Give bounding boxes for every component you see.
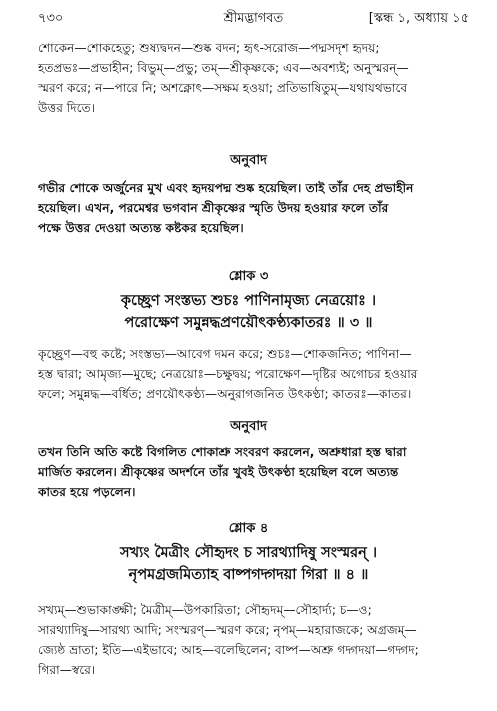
synonyms-block-1: [38, 38, 471, 118]
translation-line: গভীর শোকে অর্জুনের মুখ এবং হৃদয়পদ্ম শুষ্ক হয়েছিল। তাই তাঁর দেহ প্রভাহীন: [38, 181, 414, 195]
verse-heading: শ্লোক ৩: [228, 269, 269, 284]
translation-block-3: [38, 442, 471, 502]
synonyms-line: উত্তর দিতে।: [38, 101, 96, 115]
verse-line: সখ্যং মৈত্রীং সৌহৃদং চ সারথ্যাদিষু সংস্মরন্ ।: [119, 545, 378, 561]
synonyms-line: সারথ্যাদিষু—সারথ্য আদি; সংস্মরণ্—স্মরণ করে; নৃপম্—মহারাজকে; অগ্রজম্—: [38, 623, 417, 637]
synonyms-line: ফলে; সমুন্নদ্ধ—বর্ধিত; প্রণয়ৌৎকণ্ঠ্য—অনুরাগজনিত উৎকণ্ঠা; কাতরঃ—কাতর।: [38, 387, 412, 401]
translation-line: হয়েছিল। এখন, পরমেশ্বর ভগবান শ্রীকৃষ্ণের স্মৃতি উদয় হওয়ার ফলে তাঁর: [38, 201, 389, 215]
synonyms-block-4: [38, 600, 471, 680]
translation-heading: অনুবাদ: [230, 419, 267, 434]
translation-line: তখন তিনি অতি কষ্টে বিগলিত শোকাশ্রু সংবরণ করলেন, অশ্রুধারা হস্ত দ্বারা: [38, 445, 407, 459]
synonyms-block-3: [38, 344, 471, 404]
translation-block-1: [38, 178, 471, 238]
translation-line: কাতর হয়ে পড়লেন।: [38, 485, 136, 499]
page-number: ৭৩০: [38, 11, 64, 26]
synonyms-line: হতপ্রভঃ—প্রভাহীন; বিভুম্—প্রভু; তম্—শ্রীকৃষ্ণকে; এব—অবশ্যই; অনুস্মরন্—: [38, 61, 409, 75]
verse-heading: শ্লোক ৪: [228, 521, 269, 536]
page-header: [38, 8, 469, 30]
verse-line: পরোক্ষেণ সমুন্নদ্ধপ্রণয়ৌৎকণ্ঠ্যকাতরঃ ॥ ৩ ॥: [124, 315, 373, 331]
translation-line: মার্জিত করলেন। শ্রীকৃষ্ণের অদর্শনে তাঁর খুবই উৎকণ্ঠা হয়েছিল বলে অত্যন্ত: [38, 465, 399, 479]
synonyms-line: কৃচ্ছ্রেণ—বহু কষ্টে; সংস্তভ্য—আবেগ দমন করে; শুচঃ—শোকজনিত; পাণিনা—: [38, 347, 412, 361]
synonyms-line: সখ্যম্—শুভাকাঙ্ক্ষী; মৈত্রীম্—উপকারিতা; সৌহৃদম্—সৌহার্দ্য; চ—ও;: [38, 603, 372, 617]
translation-line: পক্ষে উত্তর দেওয়া অত্যন্ত কষ্টকর হয়েছিল।: [38, 221, 244, 235]
synonyms-line: হস্ত দ্বারা; আমৃজ্য—মুছে; নেত্রয়োঃ—চক্ষুদ্বয়; পরোক্ষেণ—দৃষ্টির অগোচর হওয়ার: [38, 367, 418, 381]
verse-line: নৃপমগ্রজমিত্যাহ বাষ্পগদ্গদয়া গিরা ॥ ৪ ॥: [128, 567, 369, 583]
book-title: শ্রীমদ্ভাগবত: [223, 11, 284, 26]
verse-line: কৃচ্ছ্রেণ সংস্তভ্য শুচঃ পাণিনামৃজ্য নেত্রয়োঃ ।: [120, 293, 377, 309]
chapter-reference: [স্কন্ধ ১, অধ্যায় ১৫: [368, 11, 469, 26]
synonyms-line: জ্যেষ্ঠ ভ্রাতা; ইতি—এইভাবে; আহ—বলেছিলেন; বাষ্প—অশ্রু গদ্গদয়া—গদ্গদ;: [38, 643, 419, 657]
synonyms-line: স্মরণ করে; ন—পারে নি; অশক্নোৎ—সক্ষম হওয়া; প্রতিভাষিতুম্—যথাযথভাবে: [38, 81, 408, 95]
synonyms-line: গিরা—স্বরে।: [38, 663, 96, 677]
synonyms-line: শোকেন—শোকহেতু; শুষ্যদ্বদন—শুষ্ক বদন; হৃৎ-সরোজ—পদ্মসদৃশ হৃদয়;: [38, 41, 380, 55]
translation-heading: অনুবাদ: [230, 153, 267, 168]
